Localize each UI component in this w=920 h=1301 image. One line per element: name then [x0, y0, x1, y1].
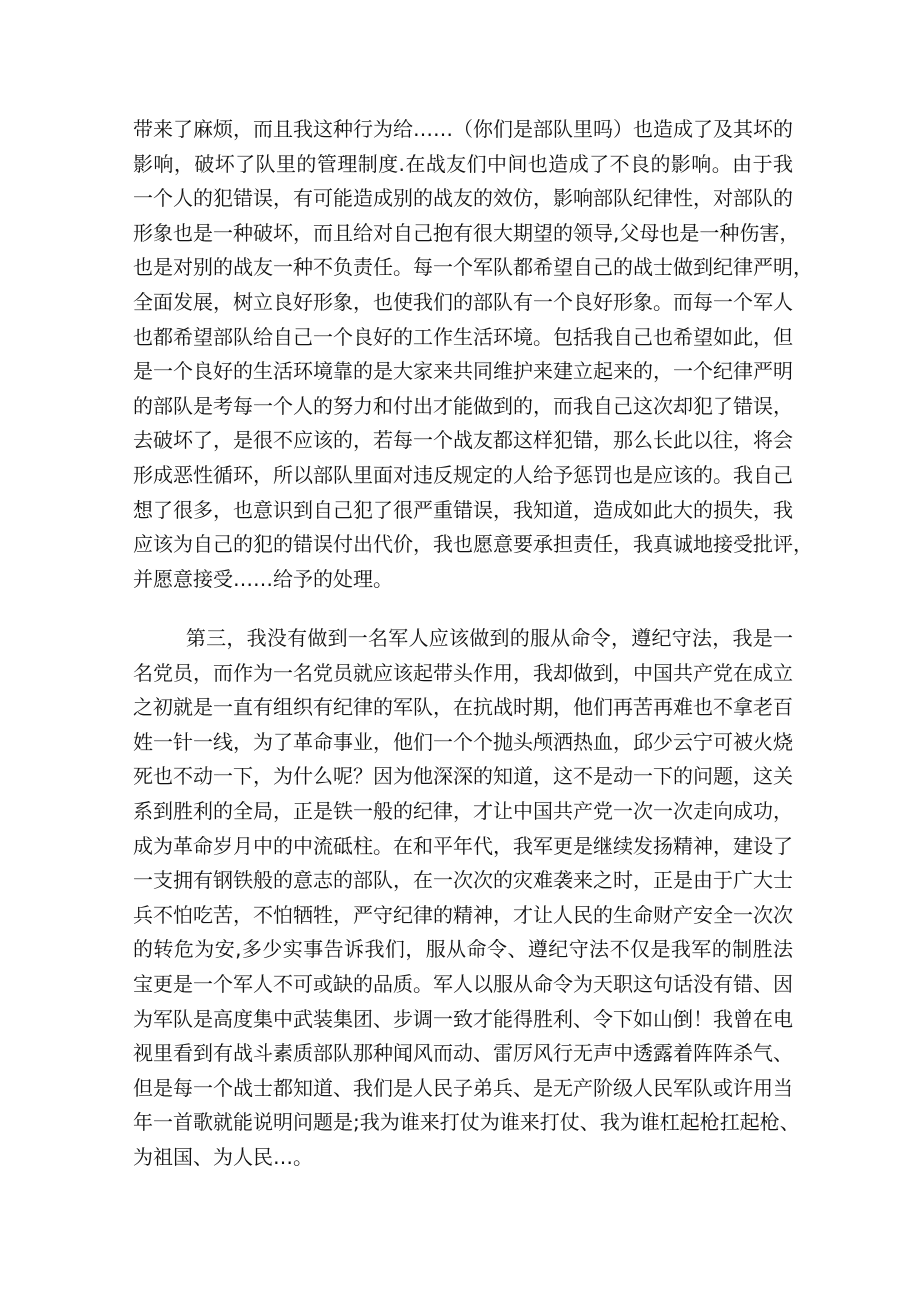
text-line: 名党员，而作为一名党员就应该起带头作用，我却做到，中国共产党在成立 [133, 660, 793, 685]
text-line: 姓一针一线，为了革命事业，他们一个个抛头颅洒热血，邱少云宁可被火烧 [133, 729, 793, 754]
text-line: 去破坏了，是很不应该的，若每一个战友都这样犯错，那么长此以往，将会 [133, 428, 793, 453]
text-line: 兵不怕吃苦，不怕牺牲，严守纪律的精神，才让人民的生命财产安全一次次 [133, 902, 793, 927]
text-line: 死也不动一下，为什么呢？因为他深深的知道，这不是动一下的问题，这关 [133, 764, 793, 789]
text-line: 是一个良好的生活环境靠的是大家来共同维护来建立起来的，一个纪律严明 [133, 359, 793, 384]
text-line: 一支拥有钢铁般的意志的部队，在一次次的灾难袭来之时，正是由于广大士 [133, 868, 793, 893]
text-line: 视里看到有战斗素质部队那种闻风而动、雷厉风行无声中透露着阵阵杀气、 [133, 1041, 793, 1066]
text-line: 想了很多，也意识到自己犯了很严重错误，我知道，造成如此大的损失，我 [133, 497, 793, 522]
text-line: 也是对别的战友一种不负责任。每一个军队都希望自己的战士做到纪律严明， [133, 255, 813, 280]
text-line: 并愿意接受……给予的处理。 [133, 566, 393, 591]
text-line: 之初就是一直有组织有纪律的军队，在抗战时期，他们再苦再难也不拿老百 [133, 695, 793, 720]
text-line: 应该为自己的犯的错误付出代价，我也愿意要承担责任，我真诚地接受批评， [133, 532, 813, 557]
text-line: 第三，我没有做到一名军人应该做到的服从命令，遵纪守法，我是一 [133, 626, 793, 650]
text-line: 为军队是高度集中武装集团、步调一致才能得胜利、令下如山倒！我曾在电 [133, 1006, 793, 1031]
text-line: 的部队是考每一个人的努力和付出才能做到的，而我自己这次却犯了错误， [133, 393, 793, 418]
paragraph-apology-continued [133, 112, 813, 596]
text-line: 年一首歌就能说明问题是;我为谁来打仗为谁来打仗、我为谁杠起枪扛起枪、 [133, 1110, 800, 1135]
text-line: 成为革命岁月中的中流砥柱。在和平年代，我军更是继续发扬精神，建设了 [133, 833, 793, 858]
text-line: 为祖国、为人民…。 [133, 1144, 313, 1169]
text-line: 带来了麻烦，而且我这种行为给……（你们是部队里吗）也造成了及其坏的 [133, 117, 793, 141]
text-line: 形成恶性循环，所以部队里面对违反规定的人给予惩罚也是应该的。我自己 [133, 462, 793, 487]
text-line: 的转危为安,多少实事告诉我们，服从命令、遵纪守法不仅是我军的制胜法 [133, 937, 793, 962]
text-line: 系到胜利的全局，正是铁一般的纪律，才让中国共产党一次一次走向成功， [133, 798, 793, 823]
text-line: 一个人的犯错误，有可能造成别的战友的效仿，影响部队纪律性，对部队的 [133, 186, 793, 211]
text-line: 但是每一个战士都知道、我们是人民子弟兵、是无产阶级人民军队或许用当 [133, 1075, 793, 1100]
text-line: 宝更是一个军人不可或缺的品质。军人以服从命令为天职这句话没有错、因 [133, 971, 793, 996]
text-line: 形象也是一种破坏，而且给对自己抱有很大期望的领导,父母也是一种伤害， [133, 220, 800, 245]
paragraph-third-point [133, 621, 800, 1175]
text-line: 也都希望部队给自己一个良好的工作生活环境。包括我自己也希望如此，但 [133, 324, 793, 349]
text-line: 影响，破坏了队里的管理制度.在战友们中间也造成了不良的影响。由于我 [133, 151, 793, 176]
text-line: 全面发展，树立良好形象，也使我们的部队有一个良好形象。而每一个军人 [133, 289, 793, 314]
